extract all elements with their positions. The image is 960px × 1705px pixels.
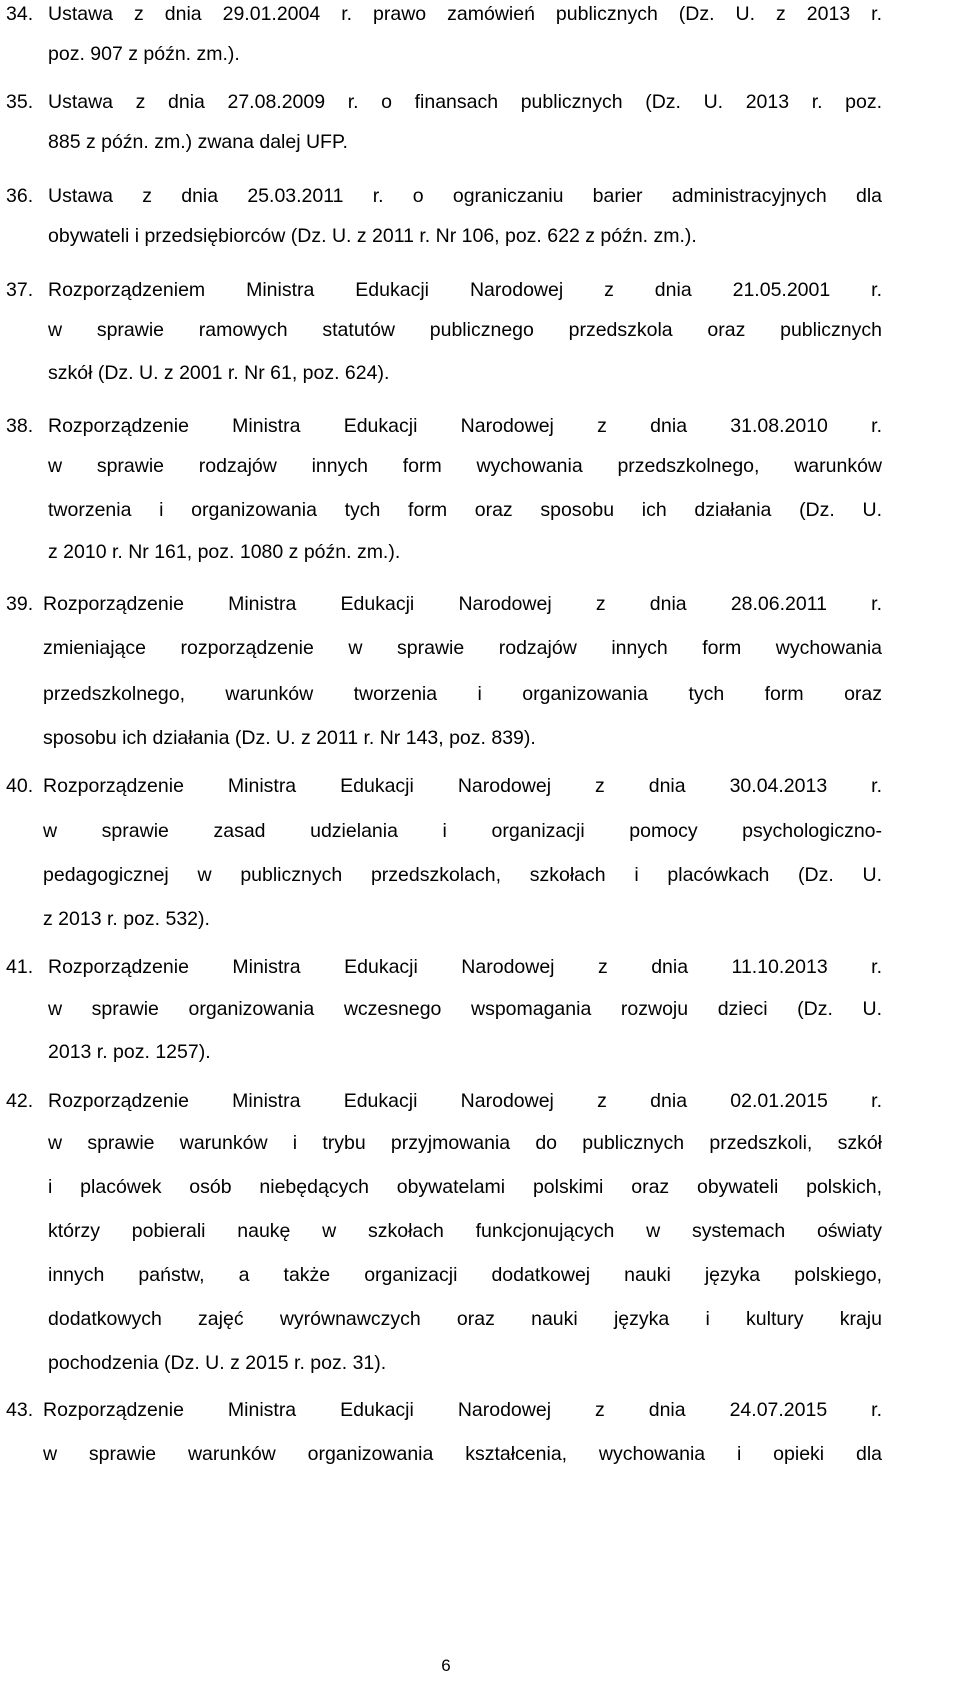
item-number: 41. <box>6 956 34 978</box>
item-line: Rozporządzenie Ministra Edukacji Narodowej z dnia 02.01.2015 r. <box>48 1090 882 1112</box>
item-number: 36. <box>6 185 34 207</box>
item-line: w sprawie warunków organizowania kształcenia, wychowania i opieki dla <box>43 1443 882 1465</box>
item-line: Ustawa z dnia 25.03.2011 r. o ograniczaniu barier administracyjnych dla <box>48 185 882 207</box>
item-line: Rozporządzenie Ministra Edukacji Narodowej z dnia 31.08.2010 r. <box>48 415 882 437</box>
item-line: obywateli i przedsiębiorców (Dz. U. z 2011 r. Nr 106, poz. 622 z późn. zm.). <box>48 225 697 247</box>
item-number: 35. <box>6 91 34 113</box>
item-line: innych państw, a także organizacji dodatkowej nauki języka polskiego, <box>48 1264 882 1286</box>
item-number: 39. <box>6 593 34 615</box>
item-line: zmieniające rozporządzenie w sprawie rodzajów innych form wychowania <box>43 637 882 659</box>
item-line: w sprawie rodzajów innych form wychowania przedszkolnego, warunków <box>48 455 882 477</box>
item-number: 40. <box>6 775 34 797</box>
item-number: 42. <box>6 1090 34 1112</box>
item-line: sposobu ich działania (Dz. U. z 2011 r. Nr 143, poz. 839). <box>43 727 536 749</box>
item-line: w sprawie organizowania wczesnego wspomagania rozwoju dzieci (Dz. U. <box>48 998 882 1020</box>
item-line: którzy pobierali naukę w szkołach funkcjonujących w systemach oświaty <box>48 1220 882 1242</box>
item-line: w sprawie ramowych statutów publicznego przedszkola oraz publicznych <box>48 319 882 341</box>
item-line: w sprawie warunków i trybu przyjmowania do publicznych przedszkoli, szkół <box>48 1132 882 1154</box>
item-line: w sprawie zasad udzielania i organizacji pomocy psychologiczno- <box>43 820 882 842</box>
item-line: 885 z późn. zm.) zwana dalej UFP. <box>48 131 348 153</box>
item-line: Rozporządzenie Ministra Edukacji Narodowej z dnia 28.06.2011 r. <box>43 593 882 615</box>
item-line: tworzenia i organizowania tych form oraz sposobu ich działania (Dz. U. <box>48 499 882 521</box>
item-line: przedszkolnego, warunków tworzenia i organizowania tych form oraz <box>43 683 882 705</box>
item-line: pedagogicznej w publicznych przedszkolach, szkołach i placówkach (Dz. U. <box>43 864 882 886</box>
page-number: 6 <box>441 1656 451 1675</box>
item-number: 37. <box>6 279 34 301</box>
item-line: 2013 r. poz. 1257). <box>48 1041 211 1063</box>
item-line: Rozporządzenie Ministra Edukacji Narodowej z dnia 30.04.2013 r. <box>43 775 882 797</box>
item-line: pochodzenia (Dz. U. z 2015 r. poz. 31). <box>48 1352 387 1374</box>
item-line: Ustawa z dnia 29.01.2004 r. prawo zamówień publicznych (Dz. U. z 2013 r. <box>48 3 882 25</box>
item-line: poz. 907 z późn. zm.). <box>48 43 240 65</box>
item-line: z 2010 r. Nr 161, poz. 1080 z późn. zm.). <box>48 541 401 563</box>
item-number: 34. <box>6 3 34 25</box>
item-line: Ustawa z dnia 27.08.2009 r. o finansach publicznych (Dz. U. 2013 r. poz. <box>48 91 882 113</box>
item-line: szkół (Dz. U. z 2001 r. Nr 61, poz. 624). <box>48 362 390 384</box>
item-number: 43. <box>6 1399 34 1421</box>
item-line: Rozporządzenie Ministra Edukacji Narodowej z dnia 24.07.2015 r. <box>43 1399 882 1421</box>
item-number: 38. <box>6 415 34 437</box>
item-line: Rozporządzenie Ministra Edukacji Narodowej z dnia 11.10.2013 r. <box>48 956 882 978</box>
item-line: dodatkowych zajęć wyrównawczych oraz nauki języka i kultury kraju <box>48 1308 882 1330</box>
item-line: i placówek osób niebędących obywatelami polskimi oraz obywateli polskich, <box>48 1176 882 1198</box>
item-line: Rozporządzeniem Ministra Edukacji Narodowej z dnia 21.05.2001 r. <box>48 279 882 301</box>
item-line: z 2013 r. poz. 532). <box>43 908 210 930</box>
